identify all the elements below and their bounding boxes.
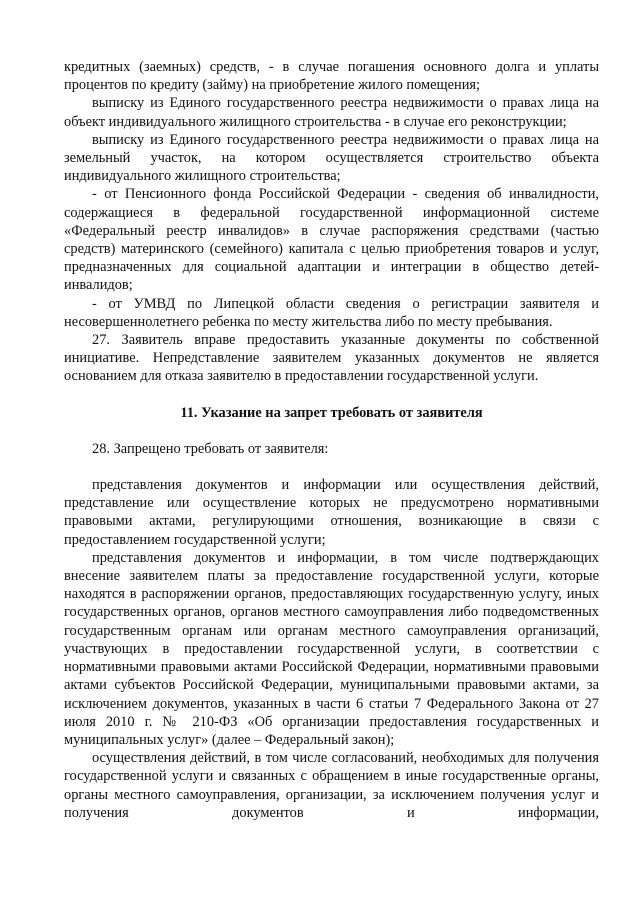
paragraph-credit-funds: кредитных (заемных) средств, - в случае погашения основного долга и уплаты процентов по кредиту (займу) на приобретение жилого помещения;	[64, 59, 599, 94]
paragraph-item-27: 27. Заявитель вправе предоставить указанные документы по собственной инициативе. Непредставление заявителем указанных документов не является основанием для отказа заявителю в предоставлении государственной услуги.	[64, 332, 599, 385]
paragraph-prohibition-actions: представления документов и информации или осуществления действий, представление или осуществление которых не предусмотрено нормативными правовыми актами, регулирующими отношения, возникающие в связи с предоставлением государственной услуги;	[64, 477, 599, 548]
paragraph-egrn-reconstruction: выписку из Единого государственного реестра недвижимости о правах лица на объект индивидуального жилищного строительства - в случае его реконструкции;	[64, 95, 599, 130]
document-body	[64, 58, 599, 822]
paragraph-pension-fund: - от Пенсионного фонда Российской Федерации - сведения об инвалидности, содержащиеся в федеральной государственной информационной системе «Федеральный реестр инвалидов» в случае распоряжения средствами (частью средств) материнского (семейного) капитала с целью приобретения товаров и услуг, предназначенных для социальной адаптации и интеграции в общество детей-инвалидов;	[64, 186, 599, 294]
paragraph-prohibition-approvals: осуществления действий, в том числе согласований, необходимых для получения государственной услуги и связанных с обращением в иные государственные органы, органы местного самоуправления, организации, за исключением получения услуг и получения документов и информации,	[64, 750, 599, 821]
paragraph-item-28: 28. Запрещено требовать от заявителя:	[92, 440, 329, 457]
paragraph-umvd: - от УМВД по Липецкой области сведения о регистрации заявителя и несовершеннолетнего ребенка по месту жительства либо по месту пребывания.	[64, 295, 599, 330]
section-heading: 11. Указание на запрет требовать от заявителя	[180, 404, 483, 421]
paragraph-prohibition-documents: представления документов и информации, в том числе подтверждающих внесение заявителем платы за предоставление государственной услуги, которые находятся в распоряжении органов, предоставляющих государственную услугу, иных государственных органов, органов местного самоуправления либо подведомственных государственным органам или органам местного самоуправления организаций, участвующих в предоставлении государственной услуги, в соответствии с нормативными правовыми актами Российской Федерации, нормативными правовыми актами субъектов Российской Федерации, муниципальными правовыми актами, за исключением документов, указанных в части 6 статьи 7 Федерального Закона от 27 июля 2010 г. № 210-ФЗ «Об организации предоставления государственных и муниципальных услуг» (далее – Федеральный закон);	[64, 549, 599, 748]
paragraph-egrn-land-plot: выписку из Единого государственного реестра недвижимости о правах лица на земельный участок, на котором осуществляется строительство объекта индивидуального жилищного строительства;	[64, 131, 599, 185]
